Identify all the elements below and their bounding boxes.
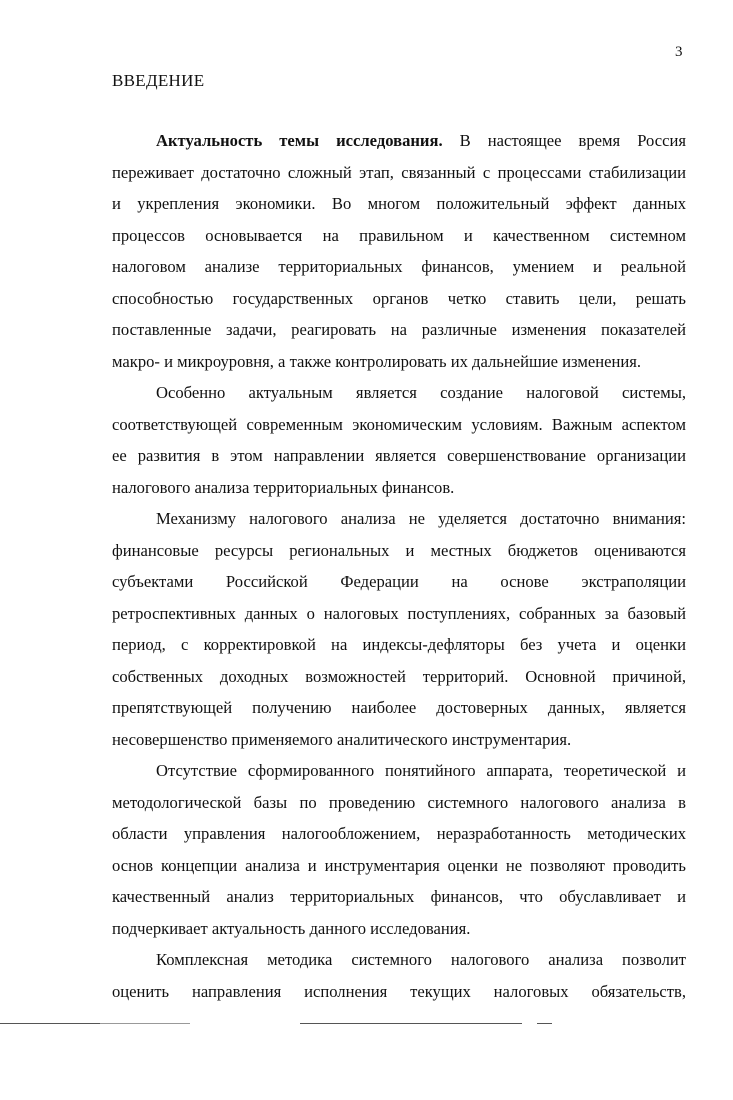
line-text: соответствующей современным экономическим условиям. Важным аспектом — [112, 414, 686, 434]
text-line — [112, 850, 686, 882]
line-text: субъектами Российской Федерации на основе экстраполяции — [112, 572, 686, 591]
line-text: препятствующей получению наиболее достоверных данных, является — [112, 698, 686, 717]
text-line — [112, 629, 686, 661]
line-text: области управления налогообложением, неразработанность методических — [112, 824, 686, 843]
text-line — [112, 566, 686, 598]
line-text: Механизму налогового анализа не уделяется достаточно внимания: — [156, 509, 686, 528]
scan-artifact-line — [100, 1023, 190, 1024]
text-line — [112, 787, 686, 819]
line-text: налогового анализа территориальных финансов. — [112, 477, 455, 497]
text-line — [112, 440, 686, 472]
line-text: несовершенство применяемого аналитического инструментария. — [112, 729, 572, 749]
line-text: макро- и микроуровня, а также контролировать их дальнейшие изменения. — [112, 351, 641, 371]
line-text: финансовые ресурсы региональных и местных бюджетов оцениваются — [112, 540, 686, 560]
text-line — [112, 598, 686, 630]
text-line — [112, 220, 686, 252]
scan-artifact-line — [300, 1023, 522, 1024]
text-line — [112, 188, 686, 220]
line-text: основ концепции анализа и инструментария оценки не позволяют проводить — [112, 855, 686, 875]
line-text: оценить направления исполнения текущих налоговых обязательств, — [112, 981, 686, 1001]
text-line — [112, 503, 686, 535]
line-text: собственных доходных возможностей территорий. Основной причиной, — [112, 666, 686, 686]
line-text: способностью государственных органов четко ставить цели, решать — [112, 288, 686, 308]
text-line — [112, 944, 686, 976]
text-line — [112, 535, 686, 567]
line-text: поставленные задачи, реагировать на различные изменения показателей — [112, 320, 686, 339]
text-line — [112, 125, 686, 157]
text-line — [112, 755, 686, 787]
line-text: переживает достаточно сложный этап, связанный с процессами стабилизации — [112, 162, 686, 182]
text-line — [112, 976, 686, 1008]
scan-artifact-line — [0, 1023, 100, 1024]
line-text: Комплексная методика системного налогового анализа позволит — [156, 950, 686, 969]
line-text: период, с корректировкой на индексы-дефляторы без учета и оценки — [112, 635, 686, 654]
line-text: качественный анализ территориальных финансов, что обуславливает и — [112, 887, 686, 906]
line-text: подчеркивает актуальность данного исследования. — [112, 918, 471, 938]
line-text: Особенно актуальным является создание налоговой системы, — [156, 383, 686, 402]
text-line — [112, 346, 686, 378]
text-line — [112, 881, 686, 913]
text-line — [112, 377, 686, 409]
body-text — [112, 125, 686, 1007]
bold-lead-text: Актуальность темы исследования. — [156, 131, 443, 150]
text-line — [112, 724, 686, 756]
scan-artifact-line — [537, 1023, 552, 1024]
line-text: ее развития в этом направлении является совершенствование организации — [112, 446, 686, 465]
text-line — [112, 692, 686, 724]
line-text: налоговом анализе территориальных финансов, умением и реальной — [112, 257, 686, 276]
text-line — [112, 157, 686, 189]
line-text: В настоящее время Россия — [442, 131, 686, 150]
line-text: ретроспективных данных о налоговых поступлениях, собранных за базовый — [112, 603, 686, 623]
line-text: методологической базы по проведению системного налогового анализа в — [112, 792, 686, 812]
text-line — [112, 661, 686, 693]
line-text: Отсутствие сформированного понятийного аппарата, теоретической и — [156, 761, 686, 780]
section-heading: ВВЕДЕНИЕ — [112, 71, 205, 90]
text-line — [112, 818, 686, 850]
page-number: 3 — [675, 44, 683, 60]
text-line — [112, 314, 686, 346]
line-text: и укрепления экономики. Во многом положительный эффект данных — [112, 194, 686, 213]
text-line — [112, 913, 686, 945]
text-line — [112, 472, 686, 504]
text-line — [112, 251, 686, 283]
line-text: процессов основывается на правильном и качественном системном — [112, 225, 686, 245]
text-line — [112, 283, 686, 315]
text-line — [112, 409, 686, 441]
